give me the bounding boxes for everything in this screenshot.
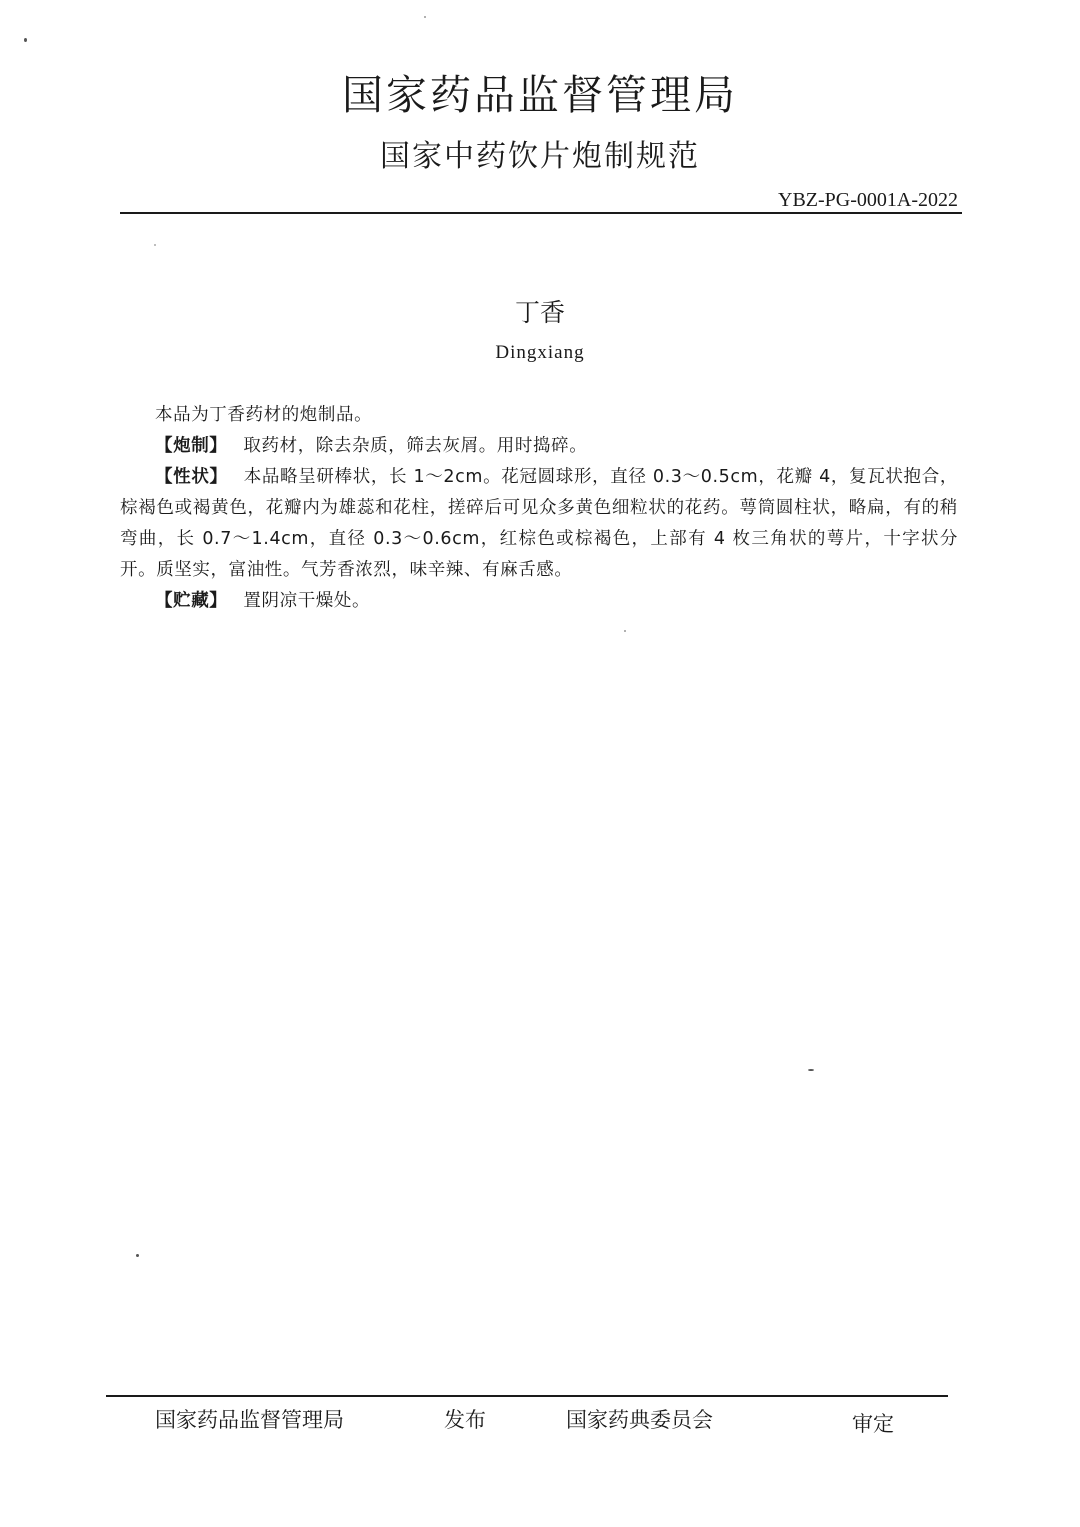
storage-label: 【贮藏】 [155, 591, 228, 611]
scan-speck [136, 1254, 139, 1257]
processing-section [120, 431, 958, 462]
header-rule [120, 212, 962, 214]
scan-speck [424, 16, 426, 18]
footer-reviewer: 国家药典委员会 [566, 1408, 713, 1432]
scan-speck [624, 630, 626, 632]
intro-paragraph [120, 400, 958, 431]
monograph-body [120, 400, 958, 617]
processing-label: 【炮制】 [155, 436, 228, 456]
header-spec-title: 国家中药饮片炮制规范 [380, 139, 700, 174]
intro-text: 本品为丁香药材的炮制品。 [155, 405, 373, 425]
footer-publish-action: 发布 [444, 1408, 486, 1432]
storage-section [120, 586, 958, 617]
storage-text: 置阴凉干燥处。 [243, 591, 371, 611]
scan-speck [154, 244, 156, 246]
document-number: YBZ-PG-0001A-2022 [778, 189, 958, 211]
header-agency-name: 国家药品监督管理局 [342, 71, 738, 119]
monograph-title: 丁香 [514, 298, 565, 327]
footer-rule [106, 1395, 948, 1397]
processing-text: 取药材，除去杂质，筛去灰屑。用时捣碎。 [243, 436, 588, 456]
scan-speck [808, 1069, 814, 1071]
description-section [120, 462, 958, 586]
scan-speck [24, 38, 27, 42]
monograph-pinyin: Dingxiang [495, 342, 585, 363]
description-label: 【性状】 [155, 467, 228, 487]
description-text: 本品略呈研棒状，长 1～2cm。花冠圆球形，直径 0.3～0.5cm，花瓣 4，复瓦状抱合，棕褐色或褐黄色，花瓣内为雄蕊和花柱，搓碎后可见众多黄色细粒状的花药。萼筒圆柱状，略扁，有的稍弯曲，长 0.7～1.4cm，直径 0.3～0.6cm，红棕色或棕褐色，上部有 4 枚三角状的萼片，十字状分开。质坚实，富油性。气芳香浓烈，味辛辣、有麻舌感。 [120, 467, 958, 580]
footer-publisher: 国家药品监督管理局 [155, 1408, 344, 1432]
footer-review-action: 审定 [852, 1412, 894, 1436]
